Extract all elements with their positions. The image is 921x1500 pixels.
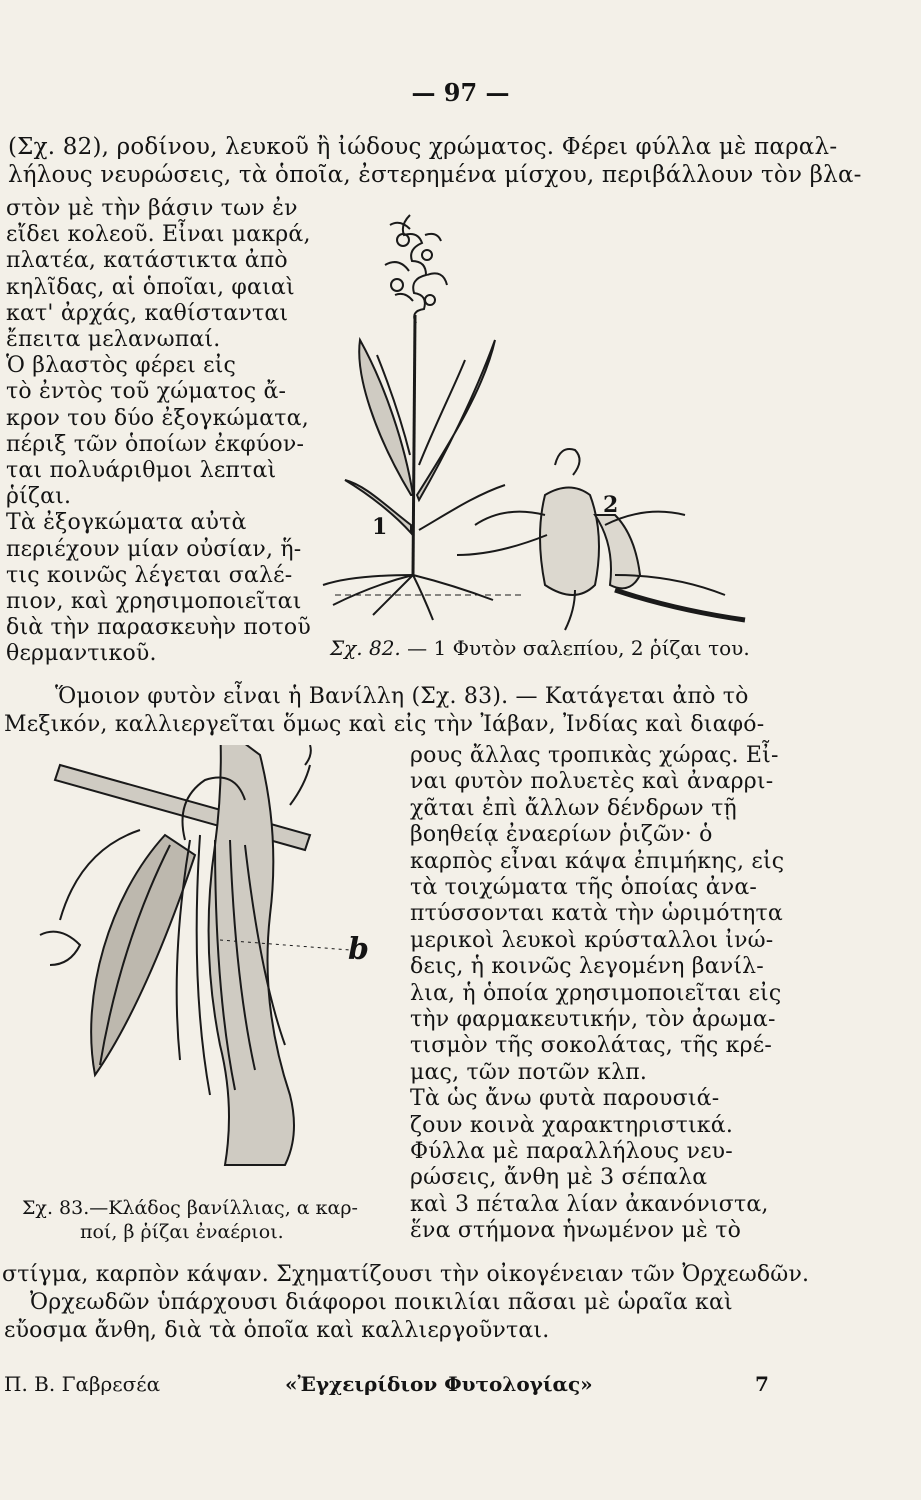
text-line: μας, τῶν ποτῶν κλπ.	[410, 1059, 648, 1085]
text-line: δεις, ἡ κοινῶς λεγομένη βανίλ-	[410, 954, 764, 980]
text-line: ρώσεις, ἄνθη μὲ 3 σέπαλα	[410, 1165, 708, 1191]
text-line: κηλῖδας, αἱ ὁποῖαι, φαιαὶ	[6, 274, 295, 300]
text-line: πλατέα, κατάστικτα ἀπὸ	[6, 248, 288, 274]
text-line: ρους ἄλλας τροπικὰς χώρας. Εἶ-	[410, 743, 779, 768]
text-line: περιέχουν μίαν οὐσίαν, ἥ-	[6, 536, 302, 562]
text-line: τὴν φαρμακευτικήν, τὸν ἀρωμα-	[410, 1007, 776, 1032]
figure-83-illustration	[20, 745, 390, 1175]
text-line: ναι φυτὸν πολυετὲς καὶ ἀναρρι-	[410, 769, 774, 795]
text-line: Φύλλα μὲ παραλλήλους νευ-	[410, 1139, 733, 1164]
figure-83-caption-line2: ποί, β ῥίζαι ἐναέριοι.	[80, 1221, 284, 1243]
text-line: ζουν κοινὰ χαρακτηριστικά.	[410, 1112, 734, 1138]
figure-83-label-b: b	[348, 932, 369, 967]
text-line: Τὰ ὡς ἄνω φυτὰ παρουσιά-	[410, 1086, 720, 1112]
text-line: κρον του δύο ἐξογκώματα,	[6, 405, 309, 431]
text-line: βοηθείᾳ ἐναερίων ῥιζῶν· ὁ	[410, 822, 713, 848]
figure-82-caption	[330, 636, 750, 660]
text-line: ἕνα στήμονα ἡνωμένον μὲ τὸ	[410, 1218, 742, 1244]
text-line: Ὁ βλαστὸς φέρει εἰς	[6, 353, 237, 379]
text-line: Μεξικόν, καλλιεργεῖται ὅμως καὶ εἰς τὴν Ἰάβαν, Ἰνδίας καὶ διαφό-	[4, 712, 765, 737]
text-line: καὶ 3 πέταλα λίαν ἀκανόνιστα,	[410, 1191, 769, 1217]
figure-82-caption-prefix: Σχ. 82.	[330, 636, 401, 660]
text-line: καρπὸς εἶναι κάψα ἐπιμήκης, εἰς	[410, 848, 785, 874]
text-line: εἴδει κολεοῦ. Εἶναι μακρά,	[6, 222, 311, 248]
text-line: τισμὸν τῆς σοκολάτας, τῆς κρέ-	[410, 1033, 772, 1059]
figure-82-illustration	[315, 195, 775, 635]
footer-author: Π. Β. Γαβρεσέα	[4, 1372, 161, 1396]
text-line: πτύσσονται κατὰ τὴν ὡριμότητα	[410, 901, 783, 927]
figure-82-label-1: 1	[372, 514, 388, 540]
text-line: Ὅμοιον φυτὸν εἶναι ἡ Βανίλλη (Σχ. 83). — Κατάγεται ἀπὸ τὸ	[55, 684, 749, 709]
text-line: κατ' ἀρχάς, καθίστανται	[6, 300, 289, 326]
text-line: λήλους νευρώσεις, τὰ ὁποῖα, ἐστερημένα μίσχου, περιβάλλουν τὸν βλα-	[8, 162, 862, 188]
text-line: πέριξ τῶν ὁποίων ἐκφύον-	[6, 431, 305, 457]
text-line: ται πολυάριθμοι λεπταὶ	[6, 458, 277, 483]
footer-sheet-number: 7	[755, 1372, 769, 1396]
text-line: εὔοσμα ἄνθη, διὰ τὰ ὁποῖα καὶ καλλιεργοῦνται.	[4, 1318, 550, 1343]
page-number: — 97 —	[411, 78, 510, 107]
text-line: λια, ἡ ὁποία χρησιμοποιεῖται εἰς	[410, 980, 782, 1006]
text-line: πιον, καὶ χρησιμοποιεῖται	[6, 589, 302, 614]
text-line: (Σχ. 82), ροδίνου, λευκοῦ ἢ ἰώδους χρώματος. Φέρει φύλλα μὲ παραλ-	[8, 134, 838, 160]
text-line: ἔπειτα μελανωπαί.	[6, 327, 221, 352]
figure-82-caption-text: — 1 Φυτὸν σαλεπίου, 2 ῥίζαι του.	[407, 636, 750, 660]
text-line: χᾶται ἐπὶ ἄλλων δένδρων τῇ	[410, 795, 737, 821]
text-line: στίγμα, καρπὸν κάψαν. Σχηματίζουσι τὴν οἰκογένειαν τῶν Ὀρχεωδῶν.	[2, 1262, 810, 1287]
text-line: στὸν μὲ τὴν βάσιν των ἐν	[6, 196, 298, 221]
text-line: Ὀρχεωδῶν ὑπάρχουσι διάφοροι ποικιλίαι πᾶσαι μὲ ὡραῖα καὶ	[30, 1290, 733, 1315]
text-line: τὰ τοιχώματα τῆς ὁποίας ἀνα-	[410, 875, 758, 900]
text-line: τις κοινῶς λέγεται σαλέ-	[6, 562, 293, 588]
text-line: τὸ ἐντὸς τοῦ χώματος ἄ-	[6, 379, 287, 405]
footer-title: «Ἐγχειρίδιον Φυτολογίας»	[285, 1372, 593, 1396]
figure-82-label-2: 2	[603, 492, 619, 518]
text-line: θερμαντικοῦ.	[6, 641, 157, 667]
text-line: ῥίζαι.	[6, 484, 72, 510]
text-line: διὰ τὴν παρασκευὴν ποτοῦ	[6, 615, 311, 641]
text-line: Τὰ ἐξογκώματα αὐτὰ	[6, 510, 247, 536]
figure-83-caption-line1: Σχ. 83.—Κλάδος βανίλλιας, α καρ-	[22, 1197, 358, 1219]
text-line: μερικοὶ λευκοὶ κρύσταλλοι ἰνώ-	[410, 927, 774, 953]
